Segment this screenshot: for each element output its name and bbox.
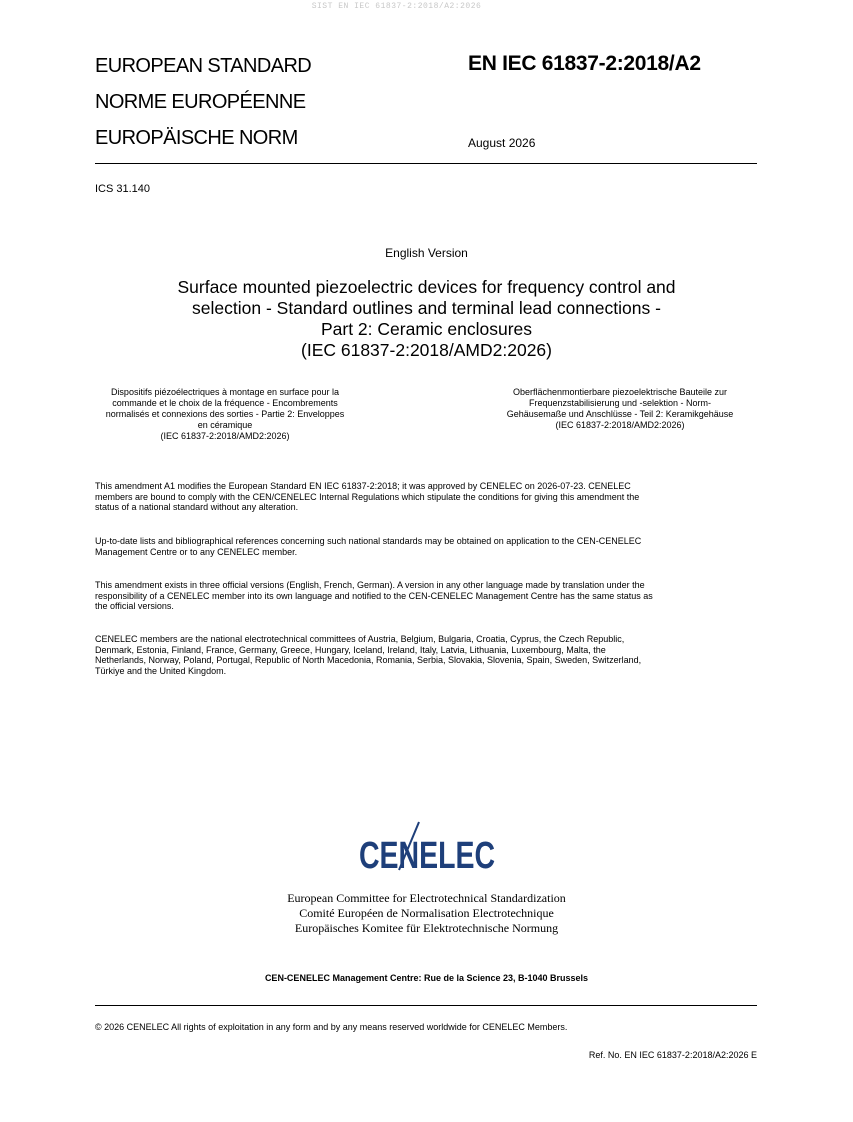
references-paragraph [95,536,759,557]
subtitle-line: commande et le choix de la fréquence - Encombrements [112,398,338,408]
standard-name-de: EUROPÄISCHE NORM [95,127,298,149]
paragraph-line: Netherlands, Norway, Poland, Portugal, Republic of North Macedonia, Romania, Serbia, Slovakia, Slovenia, Spain, Sweden, Switzerland, [95,655,642,666]
title-line: (IEC 61837-2:2018/AMD2:2026) [301,340,552,360]
management-centre-address: CEN-CENELEC Management Centre: Rue de la Science 23, B-1040 Brussels [264,973,589,983]
subtitle-line: Oberflächenmontierbare piezoelektrische Bauteile zur [512,387,728,397]
paragraph-line: members are bound to comply with the CEN/CENELEC Internal Regulations which stipulate the conditions for giving this amendment the [95,491,640,502]
version-label: English Version [385,246,468,260]
subtitle-german [470,387,770,431]
title-line: Surface mounted piezoelectric devices for frequency control and [177,277,676,297]
paragraph-line: Denmark, Estonia, Finland, France, Germany, Greece, Hungary, Iceland, Ireland, Italy, Latvia, Lithuania, Luxembourg, Malta, the [95,644,606,655]
committee-line: Comité Européen de Normalisation Electrotechnique [299,906,554,920]
subtitle-line: normalisés et connexions des sorties - Partie 2: Enveloppes [105,409,345,419]
standard-number: EN IEC 61837-2:2018/A2 [468,52,701,75]
paragraph-line: Türkiye and the United Kingdom. [95,665,227,676]
subtitle-line: en céramique [197,420,253,430]
subtitle-line: (IEC 61837-2:2018/AMD2:2026) [555,420,685,430]
document-title [120,277,733,361]
committee-names [0,891,853,936]
subtitle-french [80,387,370,442]
committee-line: European Committee for Electrotechnical Standardization [287,891,566,905]
ics-code: ICS 31.140 [95,183,151,195]
title-line: selection - Standard outlines and terminal lead connections - [192,298,661,318]
standard-name-en: EUROPEAN STANDARD [95,55,312,77]
logo-wordmark: CENELEC [358,835,495,877]
standard-name-fr: NORME EUROPÉENNE [95,91,306,113]
cenelec-logo [0,822,853,877]
title-line: Part 2: Ceramic enclosures [320,319,533,339]
reference-number: Ref. No. EN IEC 61837-2:2018/A2:2026 E [588,1050,757,1060]
subtitle-line: Dispositifs piézoélectriques à montage en surface pour la [110,387,340,397]
versions-paragraph [95,580,759,612]
subtitle-line: Gehäusemaße und Anschlüsse - Teil 2: Keramikgehäuse [506,409,734,419]
paragraph-line: This amendment exists in three official versions (English, French, German). A version in any other language made by translation under the [95,580,645,590]
publication-date: August 2026 [468,136,536,150]
committee-line: Europäisches Komitee für Elektrotechnische Normung [294,921,559,935]
subtitle-line: (IEC 61837-2:2018/AMD2:2026) [160,431,290,441]
paragraph-line: the official versions. [95,601,174,612]
paragraph-line: CENELEC members are the national electrotechnical committees of Austria, Belgium, Bulgaria, Croatia, Cyprus, the Czech Republic, [95,634,625,644]
watermark: SIST EN IEC 61837-2:2018/A2:2026 [311,2,482,11]
copyright-notice: © 2026 CENELEC All rights of exploitation in any form and by any means reserved worldwide for CENELEC Members. [95,1022,568,1032]
members-paragraph [95,634,759,676]
cenelec-logo-graphic [357,822,497,877]
subtitle-line: Frequenzstabilisierung und -selektion - Norm- [528,398,712,408]
approval-paragraph [95,481,759,513]
footer-divider [95,1005,757,1006]
header-divider [95,163,757,164]
paragraph-line: Up-to-date lists and bibliographical references concerning such national standards may be obtained on application to the CEN-CENELEC [95,536,642,546]
paragraph-line: Management Centre or to any CENELEC member. [95,546,298,557]
paragraph-line: status of a national standard without any alteration. [95,502,299,513]
paragraph-line: responsibility of a CENELEC member into its own language and notified to the CEN-CENELEC Management Centre has the same status as [95,590,653,601]
paragraph-line: This amendment A1 modifies the European Standard EN IEC 61837-2:2018; it was approved by CENELEC on 2026-07-23. CENELEC [95,481,631,491]
